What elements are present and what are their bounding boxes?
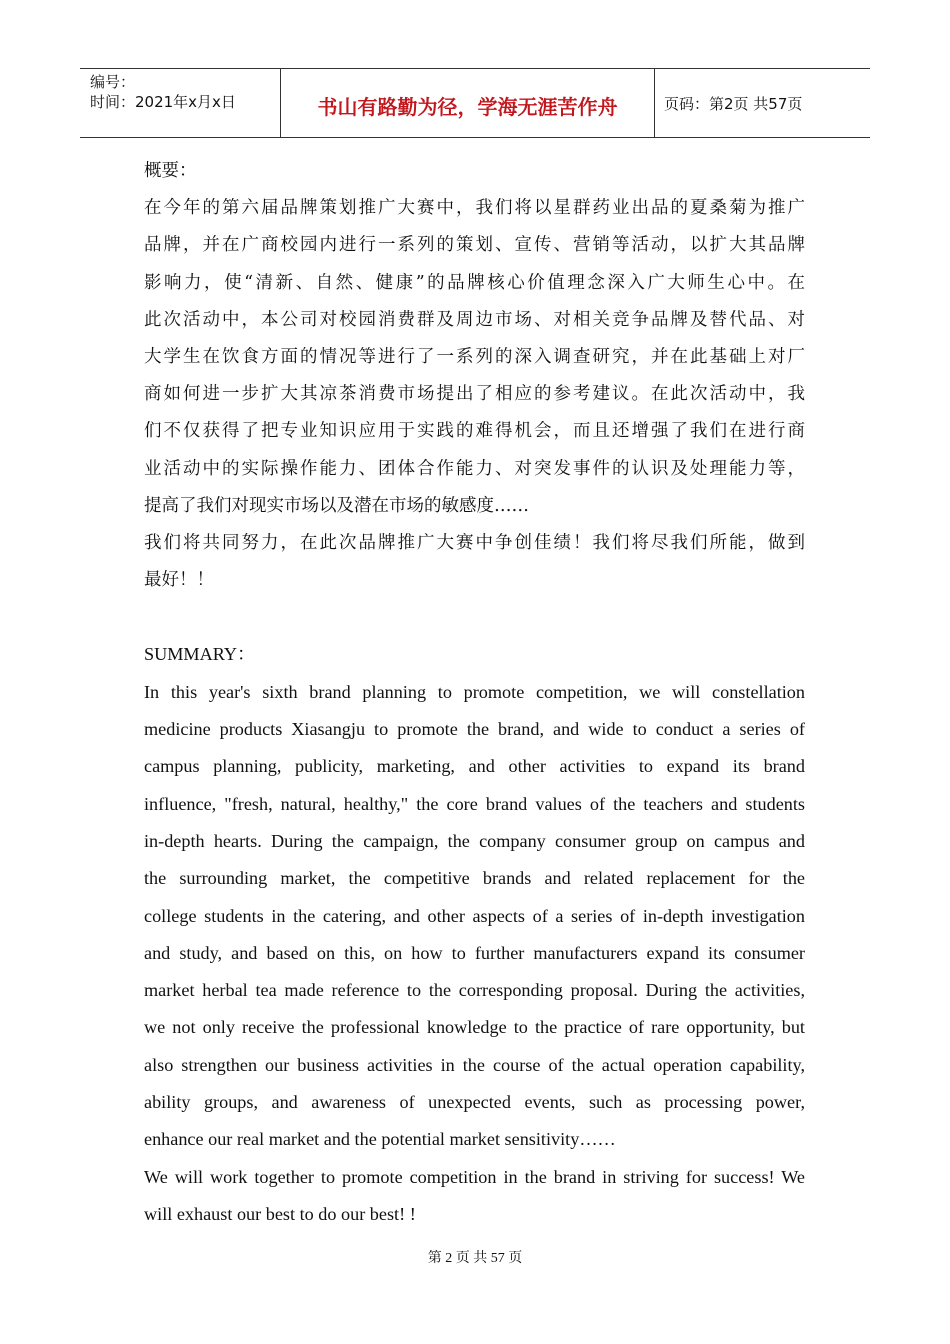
- summary-cn-line: 商如何进一步扩大其凉茶消费市场提出了相应的参考建议。在此次活动中，我: [144, 384, 805, 405]
- summary-en-title: SUMMARY：: [144, 644, 256, 665]
- summary-en-line: also strengthen our business activities in the course of the actual operation capability,: [144, 1054, 805, 1075]
- summary-en-line: college students in the catering, and other aspects of a series of in-depth investigation: [144, 905, 805, 926]
- summary-cn-closing: 最好！！: [144, 570, 214, 591]
- header-page-cell: [654, 69, 870, 137]
- summary-cn-closing: 我们将共同努力，在此次品牌推广大赛中争创佳绩！我们将尽我们所能，做到: [144, 533, 805, 554]
- summary-cn-line: 们不仅获得了把专业知识应用于实践的难得机会，而且还增强了我们在进行商: [144, 421, 805, 442]
- header-motto: 书山有路勤为径，学海无涯苦作舟: [317, 95, 618, 119]
- summary-en-line: influence, "fresh, natural, healthy," the core brand values of the teachers and students: [144, 793, 805, 814]
- summary-cn-line: 品牌，并在广商校园内进行一系列的策划、宣传、营销等活动，以扩大其品牌: [144, 235, 805, 256]
- header-page-code: 页码：第2页 共57页: [664, 95, 803, 113]
- summary-en-line: in-depth hearts. During the campaign, the company consumer group on campus and: [144, 830, 805, 851]
- summary-en-line: campus planning, publicity, marketing, and other activities to expand its brand: [144, 756, 805, 777]
- summary-en-line: In this year's sixth brand planning to promote competition, we will constellation: [144, 681, 805, 702]
- summary-en-closing: We will work together to promote competition in the brand in striving for success! We: [144, 1166, 805, 1187]
- summary-cn-line: 大学生在饮食方面的情况等进行了一系列的深入调查研究，并在此基础上对厂: [144, 347, 805, 368]
- summary-en-line: market herbal tea made reference to the corresponding proposal. During the activities,: [144, 980, 805, 1001]
- summary-en-line: enhance our real market and the potential market sensitivity……: [144, 1129, 616, 1150]
- header-meta-cell: [80, 69, 280, 137]
- summary-cn-line: 影响力，使“清新、自然、健康”的品牌核心价值理念深入广大师生心中。在: [144, 272, 805, 293]
- summary-en-line: we not only receive the professional knowledge to the practice of rare opportunity, but: [144, 1017, 805, 1038]
- section-spacer: [144, 599, 805, 636]
- summary-cn-line: 此次活动中，本公司对校园消费群及周边市场、对相关竞争品牌及替代品、对: [144, 309, 805, 330]
- document-number-label: 编号：: [90, 73, 136, 91]
- summary-en-line: medicine products Xiasangju to promote the brand, and wide to conduct a series of: [144, 719, 805, 740]
- summary-cn-title: 概要：: [144, 161, 197, 181]
- summary-en-closing: will exhaust our best to do our best! !: [144, 1203, 416, 1224]
- header-motto-cell: [280, 69, 655, 137]
- summary-cn-line: 业活动中的实际操作能力、团体合作能力、对突发事件的认识及处理能力等，: [144, 458, 805, 479]
- summary-cn-line: 在今年的第六届品牌策划推广大赛中，我们将以星群药业出品的夏桑菊为推广: [144, 198, 805, 219]
- summary-cn-line: 提高了我们对现实市场以及潜在市场的敏感度……: [144, 495, 529, 516]
- document-body: [144, 153, 805, 1233]
- summary-en-line: ability groups, and awareness of unexpected events, such as processing power,: [144, 1092, 805, 1112]
- summary-en-line: and study, and based on this, on how to further manufacturers expand its consumer: [144, 942, 805, 963]
- summary-en-line: the surrounding market, the competitive brands and related replacement for the: [144, 868, 805, 889]
- document-header: [80, 68, 870, 138]
- document-date: 时间：2021年x月x日: [90, 93, 236, 111]
- page-footer: 第 2 页 共 57 页: [427, 1251, 523, 1266]
